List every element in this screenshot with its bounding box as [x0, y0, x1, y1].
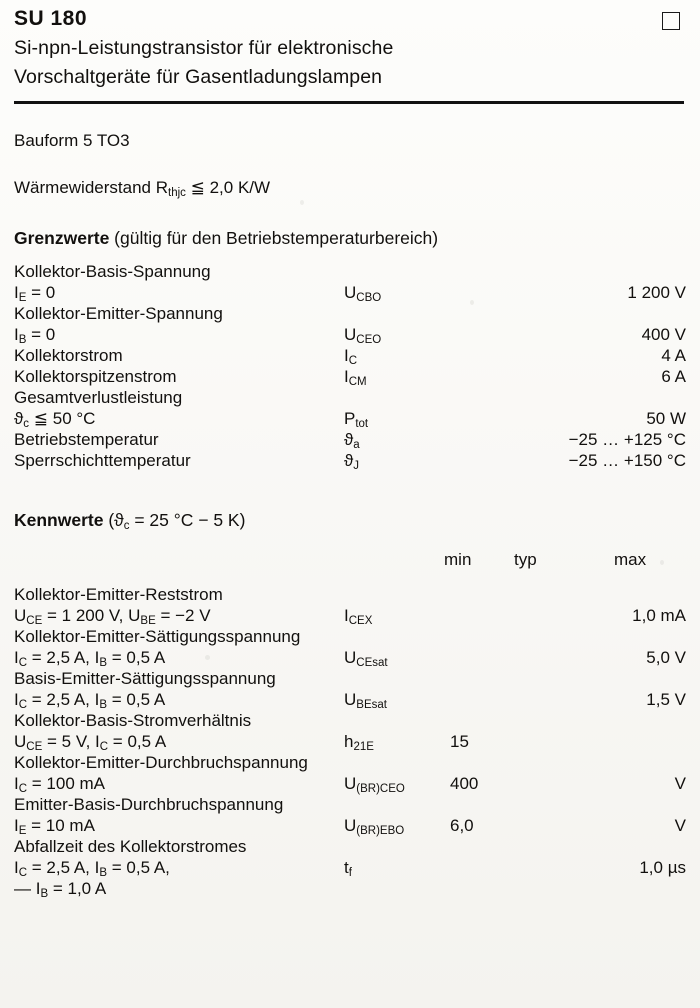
row-symbol: $U_{(BR)CEO}$ — [344, 774, 405, 795]
row-desc: Kollektor-Emitter-Reststrom — [14, 585, 223, 604]
characteristics-heading — [14, 509, 686, 534]
table-row — [14, 668, 686, 689]
thermal-resistance-subscript: thjc — [168, 187, 186, 199]
row-value: 5,0 V — [646, 648, 686, 667]
subtitle-line-2: Vorschaltgeräte für Gasentladungslampen — [14, 66, 383, 88]
row-desc: Kollektorspitzenstrom — [14, 367, 177, 386]
row-symbol-sub: tot — [355, 418, 369, 430]
thermal-resistance-line — [14, 177, 686, 201]
row-value: 6 A — [661, 367, 686, 386]
thermal-resistance-value: ≦ 2,0 K/W — [185, 178, 271, 197]
table-row — [14, 584, 686, 605]
row-desc: Kollektorstrom — [14, 346, 123, 365]
row-desc: Abfallzeit des Kollektorstromes — [14, 837, 247, 856]
row-desc: $I_C = 100$ mA — [14, 774, 106, 795]
limits-heading-rest: (gültig für den Betriebstemperaturbereich) — [109, 228, 439, 248]
row-symbol: $I_C$ — [344, 346, 358, 367]
table-row — [14, 429, 686, 450]
row-symbol: $ϑ_a$ — [344, 430, 360, 451]
row-desc-sub: c — [23, 418, 30, 430]
table-row — [14, 282, 686, 303]
row-value: 1,5 V — [646, 690, 686, 709]
characteristics-column-headers — [14, 550, 686, 572]
table-row — [14, 689, 686, 710]
table-row — [14, 366, 686, 387]
row-symbol: $t_f$ — [344, 858, 352, 879]
row-desc: $I_C = 2,5$ A, $I_B = 0,5$ A — [14, 648, 166, 669]
row-desc: $I_E = 0$ — [14, 283, 56, 304]
table-row — [14, 408, 686, 429]
table-row — [14, 857, 686, 878]
row-desc: Basis-Emitter-Sättigungsspannung — [14, 669, 276, 688]
row-symbol: $ϑ_J$ — [344, 451, 360, 472]
subtitle-line-1: Si-npn-Leistungstransistor für elektronische — [14, 37, 394, 59]
limits-table — [14, 261, 686, 471]
row-desc: Kollektor-Emitter-Sättigungsspannung — [14, 627, 301, 646]
table-row — [14, 450, 686, 471]
row-desc: Gesamtverlustleistung — [14, 388, 183, 407]
table-row — [14, 710, 686, 731]
row-min: 400 — [450, 774, 479, 793]
limits-heading-bold: Grenzwerte — [14, 228, 110, 248]
row-desc: $ϑ_c$ ≦ 50 °C — [14, 409, 96, 430]
row-symbol: $U_{CBO}$ — [344, 283, 382, 304]
row-desc: Kollektor-Emitter-Spannung — [14, 304, 223, 323]
column-header-max: max — [614, 550, 647, 569]
table-row — [14, 878, 686, 899]
row-value: V — [674, 816, 686, 835]
row-value: 50 W — [646, 409, 686, 428]
row-desc: — $I_B = 1,0$ A — [14, 879, 107, 900]
table-row — [14, 324, 686, 345]
row-symbol-sub: CEO — [356, 334, 382, 346]
row-desc: $I_B = 0$ — [14, 325, 56, 346]
row-desc: Emitter-Basis-Durchbruchspannung — [14, 795, 284, 814]
table-row — [14, 303, 686, 324]
package-line: Bauform 5 TO3 — [14, 131, 130, 150]
row-value: 1,0 mA — [632, 606, 686, 625]
table-row — [14, 794, 686, 815]
table-row — [14, 815, 686, 836]
table-row — [14, 731, 686, 752]
row-symbol-sub: J — [353, 460, 360, 472]
characteristics-heading-tail: = 25 °C − 5 K) — [129, 510, 246, 530]
table-row — [14, 261, 686, 282]
row-desc: Kollektor-Basis-Stromverhältnis — [14, 711, 252, 730]
row-desc: Betriebstemperatur — [14, 430, 159, 449]
row-symbol-sub: C — [348, 355, 358, 367]
row-desc: $U_{CE} = 1$ 200 V, $U_{BE} = -2$ V — [14, 606, 211, 627]
row-desc: $I_C = 2,5$ A, $I_B = 0,5$ A, — [14, 858, 170, 879]
row-symbol: $P_{tot}$ — [344, 409, 369, 430]
row-symbol: $I_{CEX}$ — [344, 606, 373, 627]
row-min: 15 — [450, 732, 469, 751]
row-desc-sub: B — [18, 334, 27, 346]
row-value: 1 200 V — [627, 283, 686, 302]
characteristics-heading-bold: Kennwerte — [14, 510, 104, 530]
column-header-typ: typ — [514, 550, 537, 569]
row-desc: $I_E = 10$ mA — [14, 816, 95, 837]
page-title: SU 180 — [14, 7, 88, 30]
row-value: −25 … +125 °C — [568, 430, 686, 449]
characteristics-heading-rest: (ϑ — [103, 510, 124, 530]
characteristics-table — [14, 584, 686, 899]
row-symbol: $U_{(BR)EBO}$ — [344, 816, 405, 837]
row-desc: Sperrschichttemperatur — [14, 451, 191, 470]
row-value: 1,0 µs — [639, 858, 686, 877]
table-row — [14, 752, 686, 773]
table-row — [14, 605, 686, 626]
row-desc-sub: E — [18, 292, 27, 304]
row-desc: Kollektor-Emitter-Durchbruchspannung — [14, 753, 308, 772]
row-symbol: $h_{21E}$ — [344, 732, 374, 753]
row-desc: $U_{CE} = 5$ V, $I_C = 0,5$ A — [14, 732, 167, 753]
thermal-resistance-label: Wärmewiderstand R — [14, 178, 168, 197]
row-symbol: $I_{CM}$ — [344, 367, 367, 388]
row-value: V — [674, 774, 686, 793]
table-row — [14, 647, 686, 668]
row-symbol-sub: CBO — [356, 292, 382, 304]
row-min: 6,0 — [450, 816, 474, 835]
table-row — [14, 626, 686, 647]
row-desc: $I_C = 2,5$ A, $I_B = 0,5$ A — [14, 690, 166, 711]
row-symbol: $U_{CEO}$ — [344, 325, 382, 346]
row-value: 400 V — [641, 325, 686, 344]
column-header-min: min — [444, 550, 472, 569]
row-symbol: $U_{CEsat}$ — [344, 648, 388, 669]
row-symbol: $U_{BEsat}$ — [344, 690, 387, 711]
row-symbol-sub: CM — [348, 376, 367, 388]
header-row — [14, 6, 686, 32]
characteristics-heading-sub: c — [123, 520, 130, 532]
table-row — [14, 836, 686, 857]
table-row — [14, 773, 686, 794]
square-marker-icon — [662, 12, 680, 30]
limits-heading — [14, 227, 686, 249]
table-row — [14, 387, 686, 408]
table-row — [14, 345, 686, 366]
row-value: 4 A — [661, 346, 686, 365]
row-symbol-sub: a — [353, 439, 360, 451]
row-desc: Kollektor-Basis-Spannung — [14, 262, 211, 281]
row-value: −25 … +150 °C — [568, 451, 686, 470]
